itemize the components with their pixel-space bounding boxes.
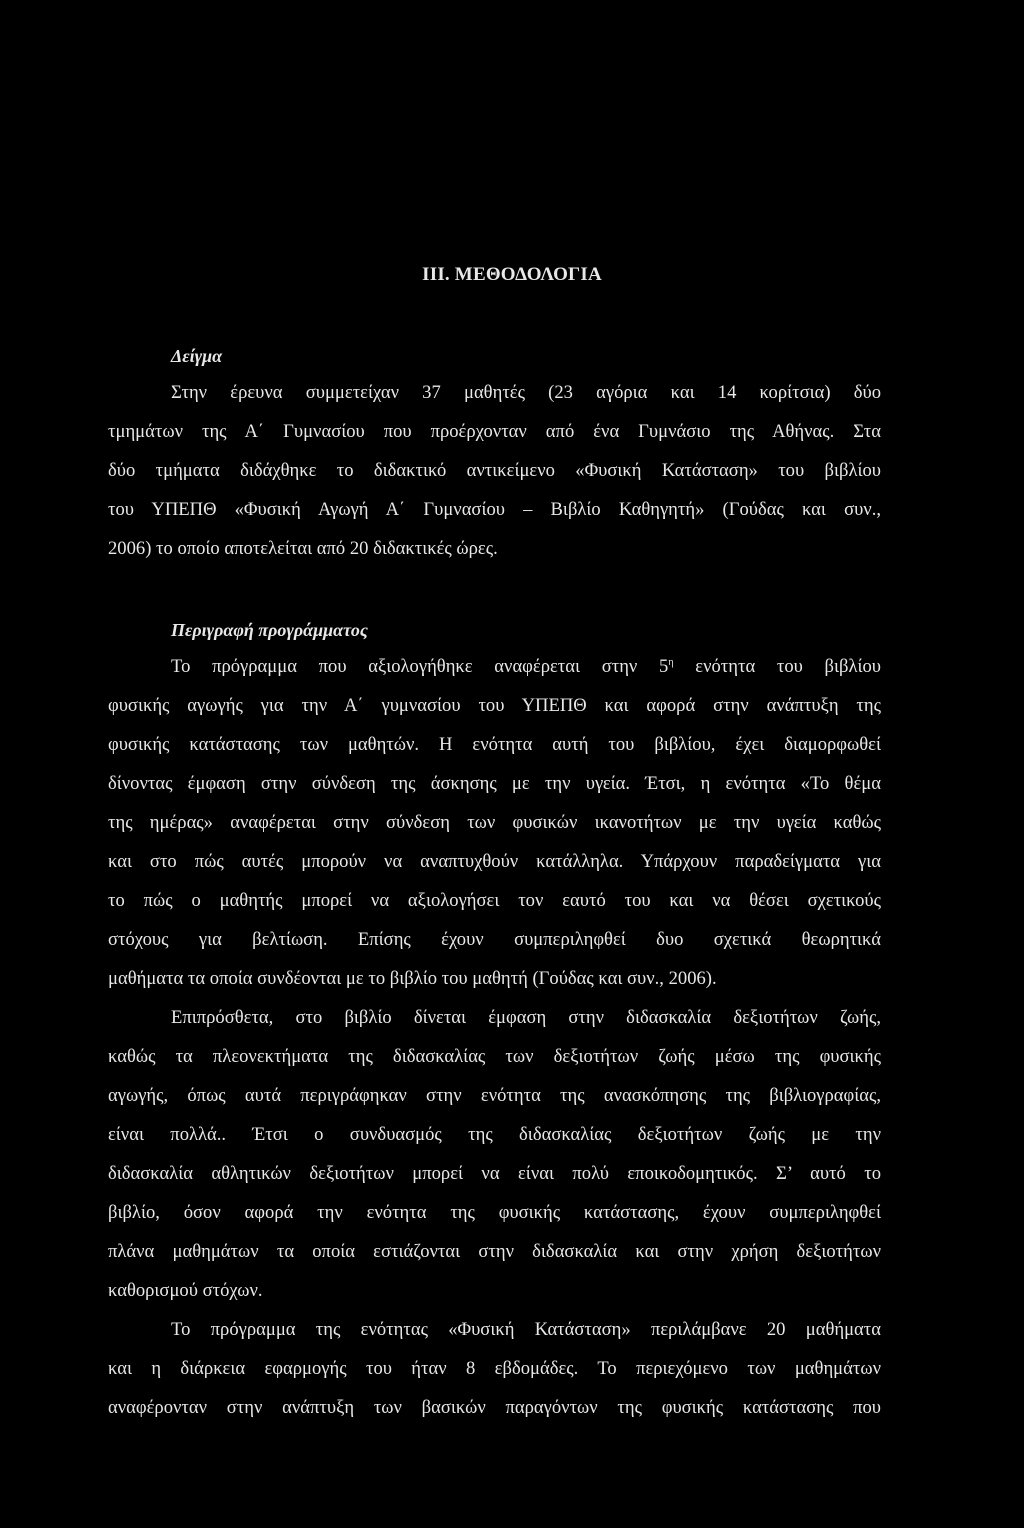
subheading-sample: Δείγμα [171,346,223,366]
paragraph-line: του ΥΠΕΠΘ «Φυσική Αγωγή Α΄ Γυμνασίου – Βιβλίο Καθηγητή» (Γούδας και συν., [108,499,881,520]
paragraph-line: 2006) το οποίο αποτελείται από 20 διδακτικές ώρες. [108,538,498,559]
paragraph-line [171,655,881,679]
paragraph-line: καθορισμού στόχων. [108,1280,263,1301]
paragraph-line: τμημάτων της Α΄ Γυμνασίου που προέρχονταν από ένα Γυμνάσιο της Αθήνας. Στα [108,421,881,442]
subheading-program-description: Περιγραφή προγράμματος [171,620,368,640]
paragraph-line: της ημέρας» αναφέρεται στην σύνδεση των φυσικών ικανοτήτων με την υγεία καθώς [108,812,881,833]
ordinal-superscript: η [668,657,674,668]
paragraph-line: διδασκαλία αθλητικών δεξιοτήτων μπορεί να είναι πολύ εποικοδομητικός. Σ’ αυτό το [108,1163,881,1184]
paragraph-line: Στην έρευνα συμμετείχαν 37 μαθητές (23 αγόρια και 14 κορίτσια) δύο [171,382,881,403]
paragraph-line: είναι πολλά.. Έτσι ο συνδυασμός της διδασκαλίας δεξιοτήτων ζωής με την [108,1124,881,1145]
paragraph-line: καθώς τα πλεονεκτήματα της διδασκαλίας των δεξιοτήτων ζωής μέσω της φυσικής [108,1046,881,1067]
paragraph-line: φυσικής κατάστασης των μαθητών. Η ενότητα αυτή του βιβλίου, έχει διαμορφωθεί [108,734,881,755]
paragraph-line: και η διάρκεια εφαρμογής του ήταν 8 εβδομάδες. Το περιεχόμενο των μαθημάτων [108,1358,881,1379]
paragraph-line: αγωγής, όπως αυτά περιγράφηκαν στην ενότητα της ανασκόπησης της βιβλιογραφίας, [108,1085,881,1106]
paragraph-line: δύο τμήματα διδάχθηκε το διδακτικό αντικείμενο «Φυσική Κατάσταση» του βιβλίου [108,460,881,481]
paragraph-line: αναφέρονταν στην ανάπτυξη των βασικών παραγόντων της φυσικής κατάστασης που [108,1397,881,1418]
paragraph-line: δίνοντας έμφαση στην σύνδεση της άσκησης με την υγεία. Έτσι, η ενότητα «Το θέμα [108,773,881,794]
paragraph-line: πλάνα μαθημάτων τα οποία εστιάζονται στην διδασκαλία και στην χρήση δεξιοτήτων [108,1241,881,1262]
paragraph-line: Το πρόγραμμα της ενότητας «Φυσική Κατάσταση» περιλάμβανε 20 μαθήματα [171,1319,881,1340]
paragraph-line: και στο πώς αυτές μπορούν να αναπτυχθούν κατάλληλα. Υπάρχουν παραδείγματα για [108,851,881,872]
paragraph-line: στόχους για βελτίωση. Επίσης έχουν συμπεριληφθεί δυο σχετικά θεωρητικά [108,929,881,950]
paragraph-line: φυσικής αγωγής για την Α΄ γυμνασίου του ΥΠΕΠΘ και αφορά στην ανάπτυξη της [108,695,881,716]
paragraph-line: μαθήματα τα οποία συνδέονται με το βιβλίο του μαθητή (Γούδας και συν., 2006). [108,968,717,989]
line-text: ενότητα του βιβλίου [673,656,881,677]
paragraph-line: το πώς ο μαθητής μπορεί να αξιολογήσει τον εαυτό του και να θέσει σχετικούς [108,890,881,911]
line-text: Το πρόγραμμα που αξιολογήθηκε αναφέρεται στην 5 [171,656,669,677]
section-title: III. ΜΕΘΟΔΟΛΟΓΙΑ [422,264,602,285]
paragraph-line: Επιπρόσθετα, στο βιβλίο δίνεται έμφαση στην διδασκαλία δεξιοτήτων ζωής, [171,1007,881,1028]
paragraph-line: βιβλίο, όσον αφορά την ενότητα της φυσικής κατάστασης, έχουν συμπεριληφθεί [108,1202,881,1223]
